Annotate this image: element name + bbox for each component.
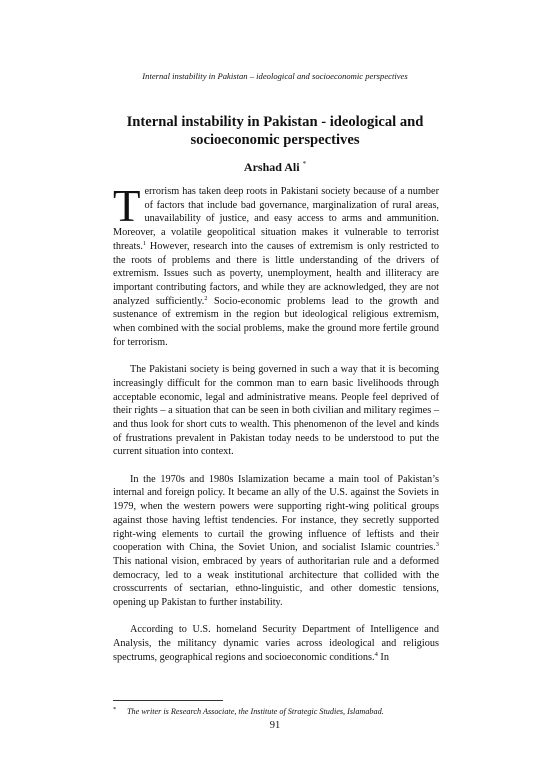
paragraph-1-text-b: However, research into the causes of extremism is only restricted to the roots of problems and there is little understanding of the drivers of extremism. Issues such as poverty, unemployment, health and illiteracy are important contributing factors, and while they are acknowledged, they are not analyzed sufficiently. bbox=[113, 240, 439, 307]
footnote-ref-3: 3 bbox=[435, 541, 439, 549]
footnote bbox=[113, 705, 443, 717]
paragraph-2: The Pakistani society is being governed in such a way that it is becoming increasingly difficult for the common man to earn basic livelihoods through acceptable economic, legal and administrative means. People feel deprived of their rights – a situation that can be seen in both civilian and military regimes – and thus look for short cuts to wealth. This phenomenon of the level and kinds of frustrations prevalent in Pakistan today needs to be understood to put the current situation into context. bbox=[113, 364, 439, 458]
paragraph-3-text-b: This national vision, embraced by years of authoritarian rule and a deformed democracy, led to a weak institutional architecture that collided with the crosscurrents of sectarian, ethno-linguistic, and other domestic tensions, opening up Pakistan to further instability. bbox=[113, 555, 439, 609]
paragraph-4-text-b: In bbox=[377, 651, 389, 663]
paragraph-4 bbox=[113, 623, 439, 664]
paragraph-1-text-a: errorism has taken deep roots in Pakistani society because of a number of factors that include bad governance, marginalization of rural areas, unavailability of justice, and easy access to arms and ammunition. Moreover, a volatile geopolitical situation makes it vulnerable to terrorist threats. bbox=[113, 186, 439, 252]
paragraph-1-text-c: Socio-economic problems lead to the growth and sustenance of extremism in the region but ideological religious extremism, when combined with the social problems, make the ground more fertile ground for terrorism. bbox=[113, 295, 439, 348]
running-head: Internal instability in Pakistan – ideological and socioeconomic perspectives bbox=[142, 71, 408, 81]
footnote-ref-1: 1 bbox=[142, 239, 147, 247]
paragraph-4-text-a: According to U.S. homeland Security Department of Intelligence and Analysis, the militancy dynamic varies across ideological and religious spectrums, geographical regions and socioeconomic conditions. bbox=[113, 624, 439, 663]
author-footnote-mark: * bbox=[302, 160, 307, 168]
footnote-ref-4: 4 bbox=[374, 650, 378, 658]
author-name: Arshad Ali bbox=[243, 160, 300, 174]
author-line bbox=[0, 160, 550, 175]
paragraph-3 bbox=[113, 473, 439, 610]
footnote-divider bbox=[113, 700, 223, 701]
footnote-ref-2: 2 bbox=[204, 294, 208, 302]
paragraph-3-text-a: In the 1970s and 1980s Islamization became a main tool of Pakistan’s internal and foreign policy. It became an ally of the U.S. against the Soviets in 1979, when the western powers were supporting right-wing political groups against those having leftist tendencies. For instance, they secretly supported right-wing elements to curtail the growing influence of leftists and their cooperation with China, the Soviet Union, and socialist Islamic countries. bbox=[113, 473, 439, 554]
footnote-text: The writer is Research Associate, the Institute of Strategic Studies, Islamabad. bbox=[127, 707, 384, 716]
drop-cap: T bbox=[113, 181, 141, 231]
footnote-mark: * bbox=[113, 706, 117, 713]
paragraph-1 bbox=[113, 181, 439, 349]
page-number: 91 bbox=[269, 720, 281, 731]
article-body bbox=[113, 181, 439, 678]
article-title: Internal instability in Pakistan - ideological and socioeconomic perspectives bbox=[126, 114, 424, 148]
